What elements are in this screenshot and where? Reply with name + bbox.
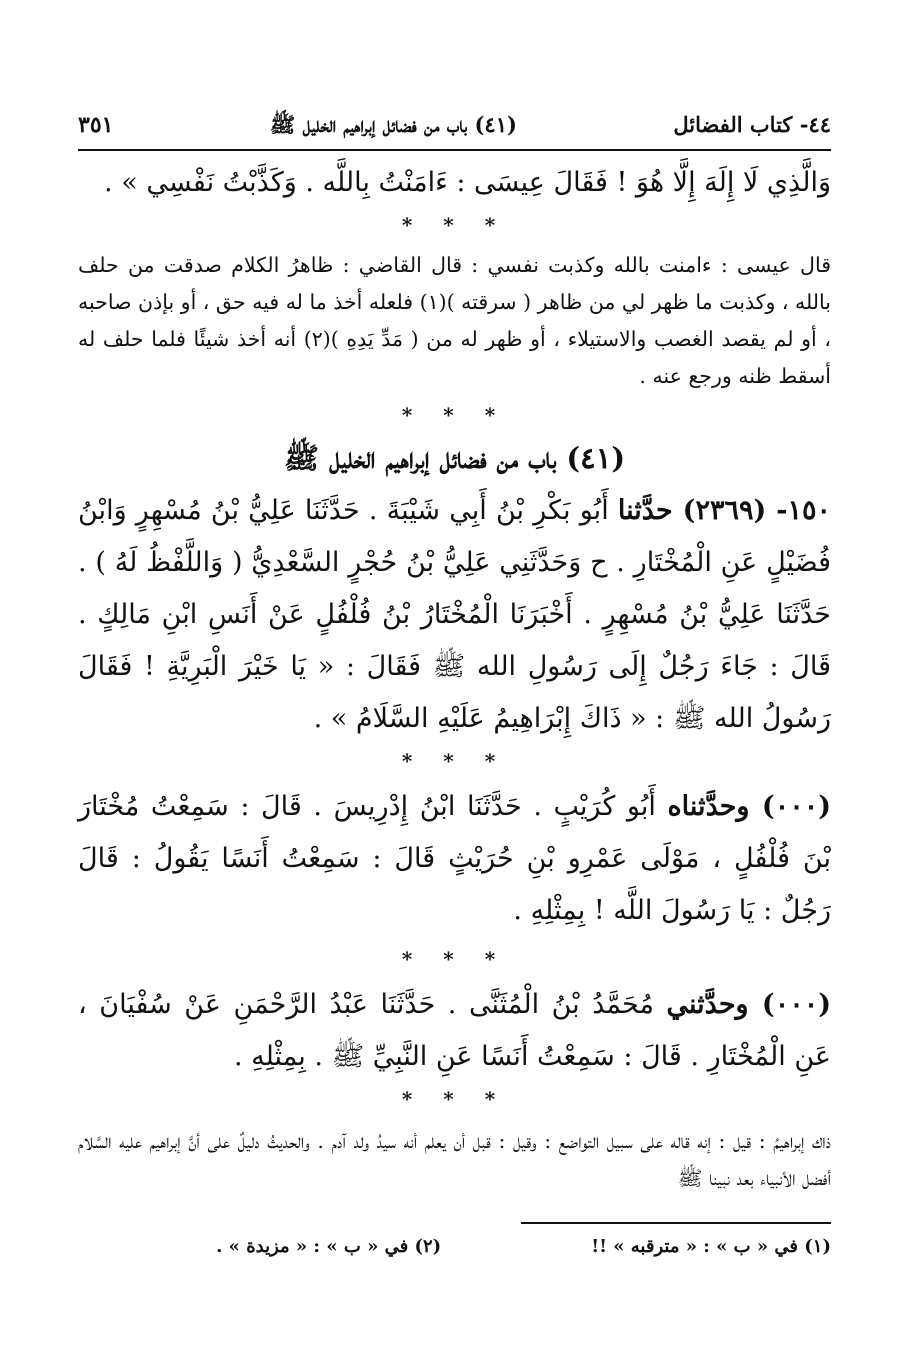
hadith-150 [78, 485, 831, 745]
footnote-2: (٢) في « ب » : « مزيدة » . [216, 1236, 442, 1257]
separator-stars: * * * [401, 213, 508, 237]
hadith-continuation: وَالَّذِي لَا إِلَهَ إِلَّا هُوَ ! فَقَالَ عِيسَى : ءَامَنْتُ بِاللَّه . وَكَذَّبْتُ نَفْسِي » . [104, 167, 831, 198]
separator-stars: * * * [401, 403, 508, 427]
hadith-150-number: ١٥٠- (٢٣٦٩) حدَّثنا [617, 495, 831, 526]
chapter-heading: (٤١) باب من فضائل إبراهيم الخليل ﷺ [283, 441, 626, 475]
hadith-follow-up-1-lead: (٠٠٠) وحدَّثناه [667, 791, 831, 822]
book-title: ٤٤- كتاب الفضائل [673, 112, 831, 137]
commentary-2: ذاك إبراهيمُ : قيل : إنه قاله على سبيل التواضع : وقيل : قبل أن يعلم أنه سيدُ ولد آدم . والحديثُ دليلٌ على أنَّ إبراهيم عليه السَّلام أفضل الأنبياء بعد نبينا ﷺ [78, 1129, 831, 1190]
footnote-rule [521, 1222, 831, 1224]
running-header [78, 112, 831, 151]
hadith-follow-up-1 [78, 781, 831, 937]
separator-stars: * * * [401, 947, 508, 971]
hadith-follow-up-2-text: مُحَمَّدُ بْنُ الْمُثَنَّى . حَدَّثَنَا عَبْدُ الرَّحْمَنِ عَنْ سُفْيَانَ ، عَنِ الْمُخْتَارِ . قَالَ : سَمِعْتُ أَنَسًا عَنِ النَّبِيِّ ﷺ . بِمِثْلِهِ . [78, 989, 831, 1072]
hadith-150-text: أَبُو بَكْرِ بْنُ أَبِي شَيْبَةَ . حَدَّثَنَا عَلِيُّ بْنُ مُسْهِرٍ وَابْنُ فُضَيْلٍ عَنِ الْمُخْتَارِ . ح وَحَدَّثَنِي عَلِيُّ بْنُ حُجْرٍ السَّعْدِيُّ ( وَاللَّفْظُ لَهُ ) . حَدَّثَنَا عَلِيُّ بْنُ مُسْهِرٍ . أَخْبَرَنَا الْمُخْتَارُ بْنُ فُلْفُلٍ عَنْ أَنَسِ ابْنِ مَالِكٍ . قَالَ : جَاءَ رَجُلٌ إِلَى رَسُولِ الله ﷺ فَقَالَ : « يَا خَيْرَ الْبَرِيَّةِ ! فَقَالَ رَسُولُ الله ﷺ : « ذَاكَ إِبْرَاهِيمُ عَلَيْهِ السَّلَامُ » . [78, 495, 831, 734]
page-number: ٣٥١ [78, 112, 114, 138]
separator-stars: * * * [401, 749, 508, 773]
hadith-follow-up-2-lead: (٠٠٠) وحدَّثني [666, 989, 831, 1020]
separator-stars: * * * [401, 1087, 508, 1111]
commentary-1: قال عيسى : ءامنت بالله وكذبت نفسي : قال القاضي : ظاهرُ الكلام صدقت من حلف بالله ، وكذبت ما ظهر لي من ظاهر ( سرقته )(١) فلعله أخذ ما له فيه حق ، أو بإذن صاحبه ، أو لم يقصد الغصب والاستيلاء ، أو ظهر له من ( مَدِّ يَدِهِ )(٢) أنه أخذ شيئًا فلما حلف له أسقط ظنه ورجع عنه . [78, 253, 831, 388]
footnotes [78, 1222, 831, 1257]
chapter-title-header: (٤١) باب من فضائل إبراهيم الخليل ﷺ [269, 112, 517, 137]
footnote-1: (١) في « ب » : « مترقبه » !! [591, 1236, 831, 1257]
hadith-follow-up-2 [78, 979, 831, 1083]
hadith-follow-up-1-text: أَبُو كُرَيْبٍ . حَدَّثَنَا ابْنُ إِدْرِيسَ . قَالَ : سَمِعْتُ مُخْتَارَ بْنَ فُلْفُلٍ ، مَوْلَى عَمْرِو بْنِ حُرَيْثٍ قَالَ : سَمِعْتُ أَنَسًا يَقُولُ : قَالَ رَجُلٌ : يَا رَسُولَ اللَّه ! بِمِثْلِهِ . [78, 791, 831, 926]
